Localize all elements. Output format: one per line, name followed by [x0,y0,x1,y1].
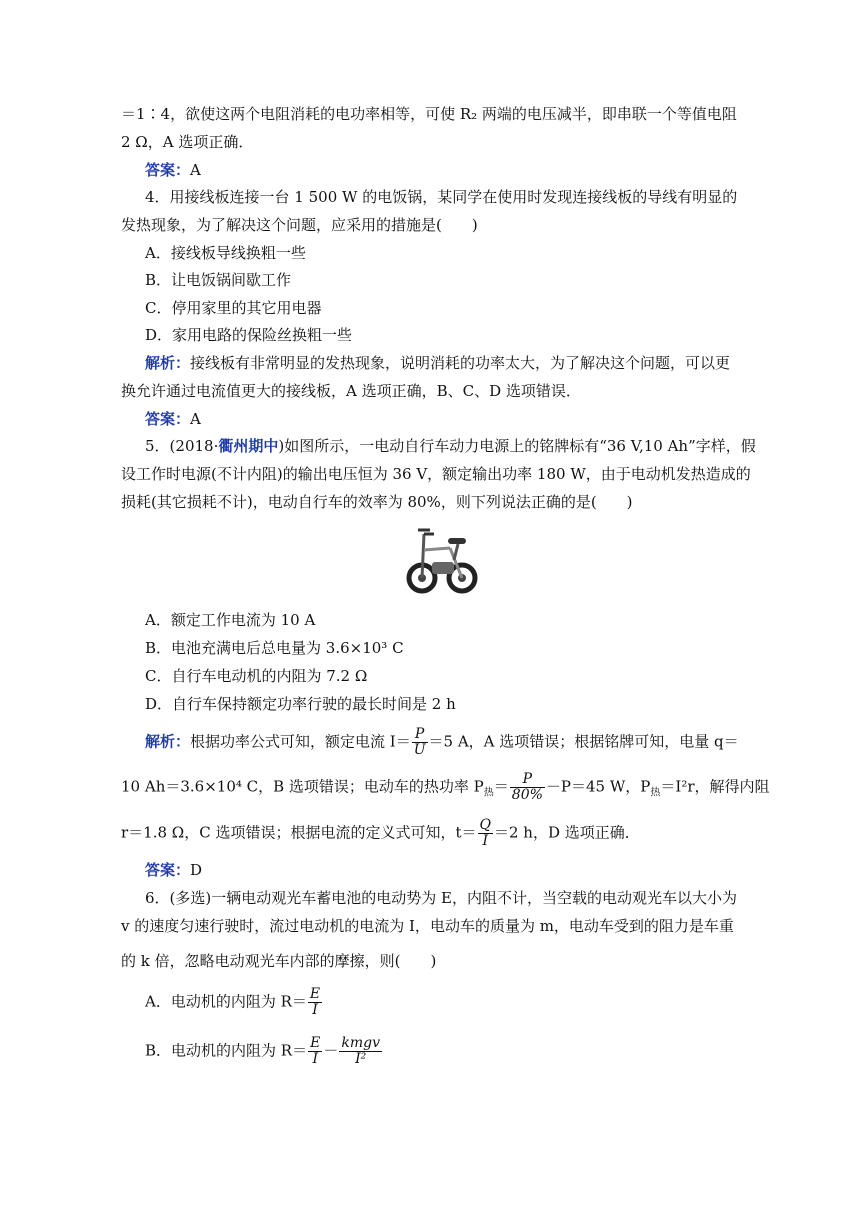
question-text: 5．(2018· [145,437,219,455]
analysis-text: ＝5 A，A 选项错误；根据铭牌可知，电量 q＝ [428,732,739,751]
question-line: 发热现象，为了解决这个问题，应采用的措施是( ) [121,216,478,234]
option-a: A．额定工作电流为 10 A [145,611,316,629]
analysis-line [145,727,739,758]
option-b: B．让电饭锅间歇工作 [145,271,292,289]
fraction-denominator: I [482,833,489,849]
analysis-line: 10 Ah＝3.6×10⁴ C，B 选项错误；电动车的热功率 $P_热=$ $\frac{P}{80\%}$ －P＝45 W，$P_热=I^2r$，解得内阻 [121,771,770,803]
answer-line [145,160,201,180]
analysis-line [121,818,640,849]
analysis-text: ＝2 h，D 选项正确． [494,823,640,842]
option-d: D．家用电路的保险丝换粗一些 [145,326,353,344]
question-line: 设工作时电源(不计内阻)的输出电压恒为 36 V，额定输出功率 180 W，由于电动机发热造成的 [121,465,751,483]
fraction-numerator: E [310,1035,321,1051]
fraction-q-over-i [478,818,493,849]
fraction-p-over-80 [510,772,545,803]
question-line: v 的速度匀速行驶时，流过电动机的电流为 I，电动车的质量为 m，电动车受到的阻力是车重 [121,917,734,935]
para-line: 2 Ω，A 选项正确． [121,133,254,151]
fraction-numerator: P [412,727,428,743]
fraction-denominator: 80% [511,787,543,803]
question-text: )如图所示，一电动自行车动力电源上的铭牌标有“36 V,10 Ah”字样，假 [278,437,756,455]
option-text: A．电动机的内阻为 R＝ [145,992,307,1011]
question-line [145,436,756,456]
answer-value: A [190,410,201,428]
fraction-kmgv-over-i2 [339,1036,382,1067]
question-line: 6．(多选)一辆电动观光车蓄电池的电动势为 E，内阻不计，当空载的电动观光车以大小为 [145,889,737,907]
option-b: B．电动机的内阻为 R＝ $\frac{E}{I}$ － $\frac{\text{kmgv}}{\text{I²}}$ [145,1035,380,1067]
fraction-denominator: I [312,1051,318,1067]
answer-label: 答案： [145,161,191,179]
fraction-numerator: Q [479,817,491,833]
answer-value: A [190,161,201,179]
fraction-e-over-i [308,987,322,1018]
option-c: C．自行车电动机的内阻为 7.2 Ω [145,667,368,685]
option-d: D．自行车保持额定功率行驶的最长时间是 2 h [145,695,456,713]
analysis-line [145,353,730,373]
analysis-label: 解析： [145,732,191,751]
source-label: 衢州期中 [218,437,279,455]
fraction-denominator: U [413,742,426,758]
fraction-numerator: P [510,772,545,788]
analysis-text: r＝1.8 Ω，C 选项错误；根据电流的定义式可知，t＝ [121,823,477,842]
fraction-p-over-u [412,727,428,758]
option-c: C．停用家里的其它用电器 [145,299,322,317]
option-text: B．电动机的内阻为 R＝ [145,1041,308,1060]
answer-value: D [190,861,203,879]
answer-label: 答案： [145,410,191,428]
fraction-denominator: I² [355,1051,367,1067]
electric-bicycle-image [402,520,478,596]
fraction-e-over-i [308,1036,322,1067]
answer-label: 答案： [145,861,191,879]
question-line: 损耗(其它损耗不计)，电动自行车的效率为 80%，则下列说法正确的是( ) [121,493,633,511]
analysis-line: 换允许通过电流值更大的接线板，A 选项正确，B、C、D 选项错误． [121,382,581,400]
option-a: A．接线板导线换粗一些 [145,244,306,262]
answer-line [145,409,201,429]
option-b: B．电池充满电后总电量为 3.6×10³ C [145,639,404,657]
question-line: 4．用接线板连接一台 1 500 W 的电饭锅，某同学在使用时发现连接线板的导线有明显的 [145,188,738,206]
subscript: 热 [650,787,661,799]
para-line: ＝1∶4，欲使这两个电阻消耗的电功率相等，可使 R₂ 两端的电压减半，即串联一个等值电阻 [121,105,737,123]
analysis-text: －P＝45 W，P [545,777,651,796]
analysis-label: 解析： [145,354,191,372]
fraction-numerator: E [309,986,321,1002]
fraction-numerator: kmgv [341,1035,380,1051]
question-line: 的 k 倍，忽略电动观光车内部的摩擦，则( ) [121,952,437,970]
analysis-text: 根据功率公式可知，额定电流 I＝ [190,732,411,751]
answer-line [145,860,202,880]
fraction-denominator: I [312,1002,318,1018]
option-a [145,987,323,1018]
subscript: 热 [483,787,494,799]
analysis-text: ＝I²r，解得内阻 [660,777,770,796]
analysis-text: 10 Ah＝3.6×10⁴ C，B 选项错误；电动车的热功率 P [121,777,484,796]
analysis-text: 接线板有非常明显的发热现象，说明消耗的功率太大，为了解决这个问题，可以更 [190,354,731,372]
